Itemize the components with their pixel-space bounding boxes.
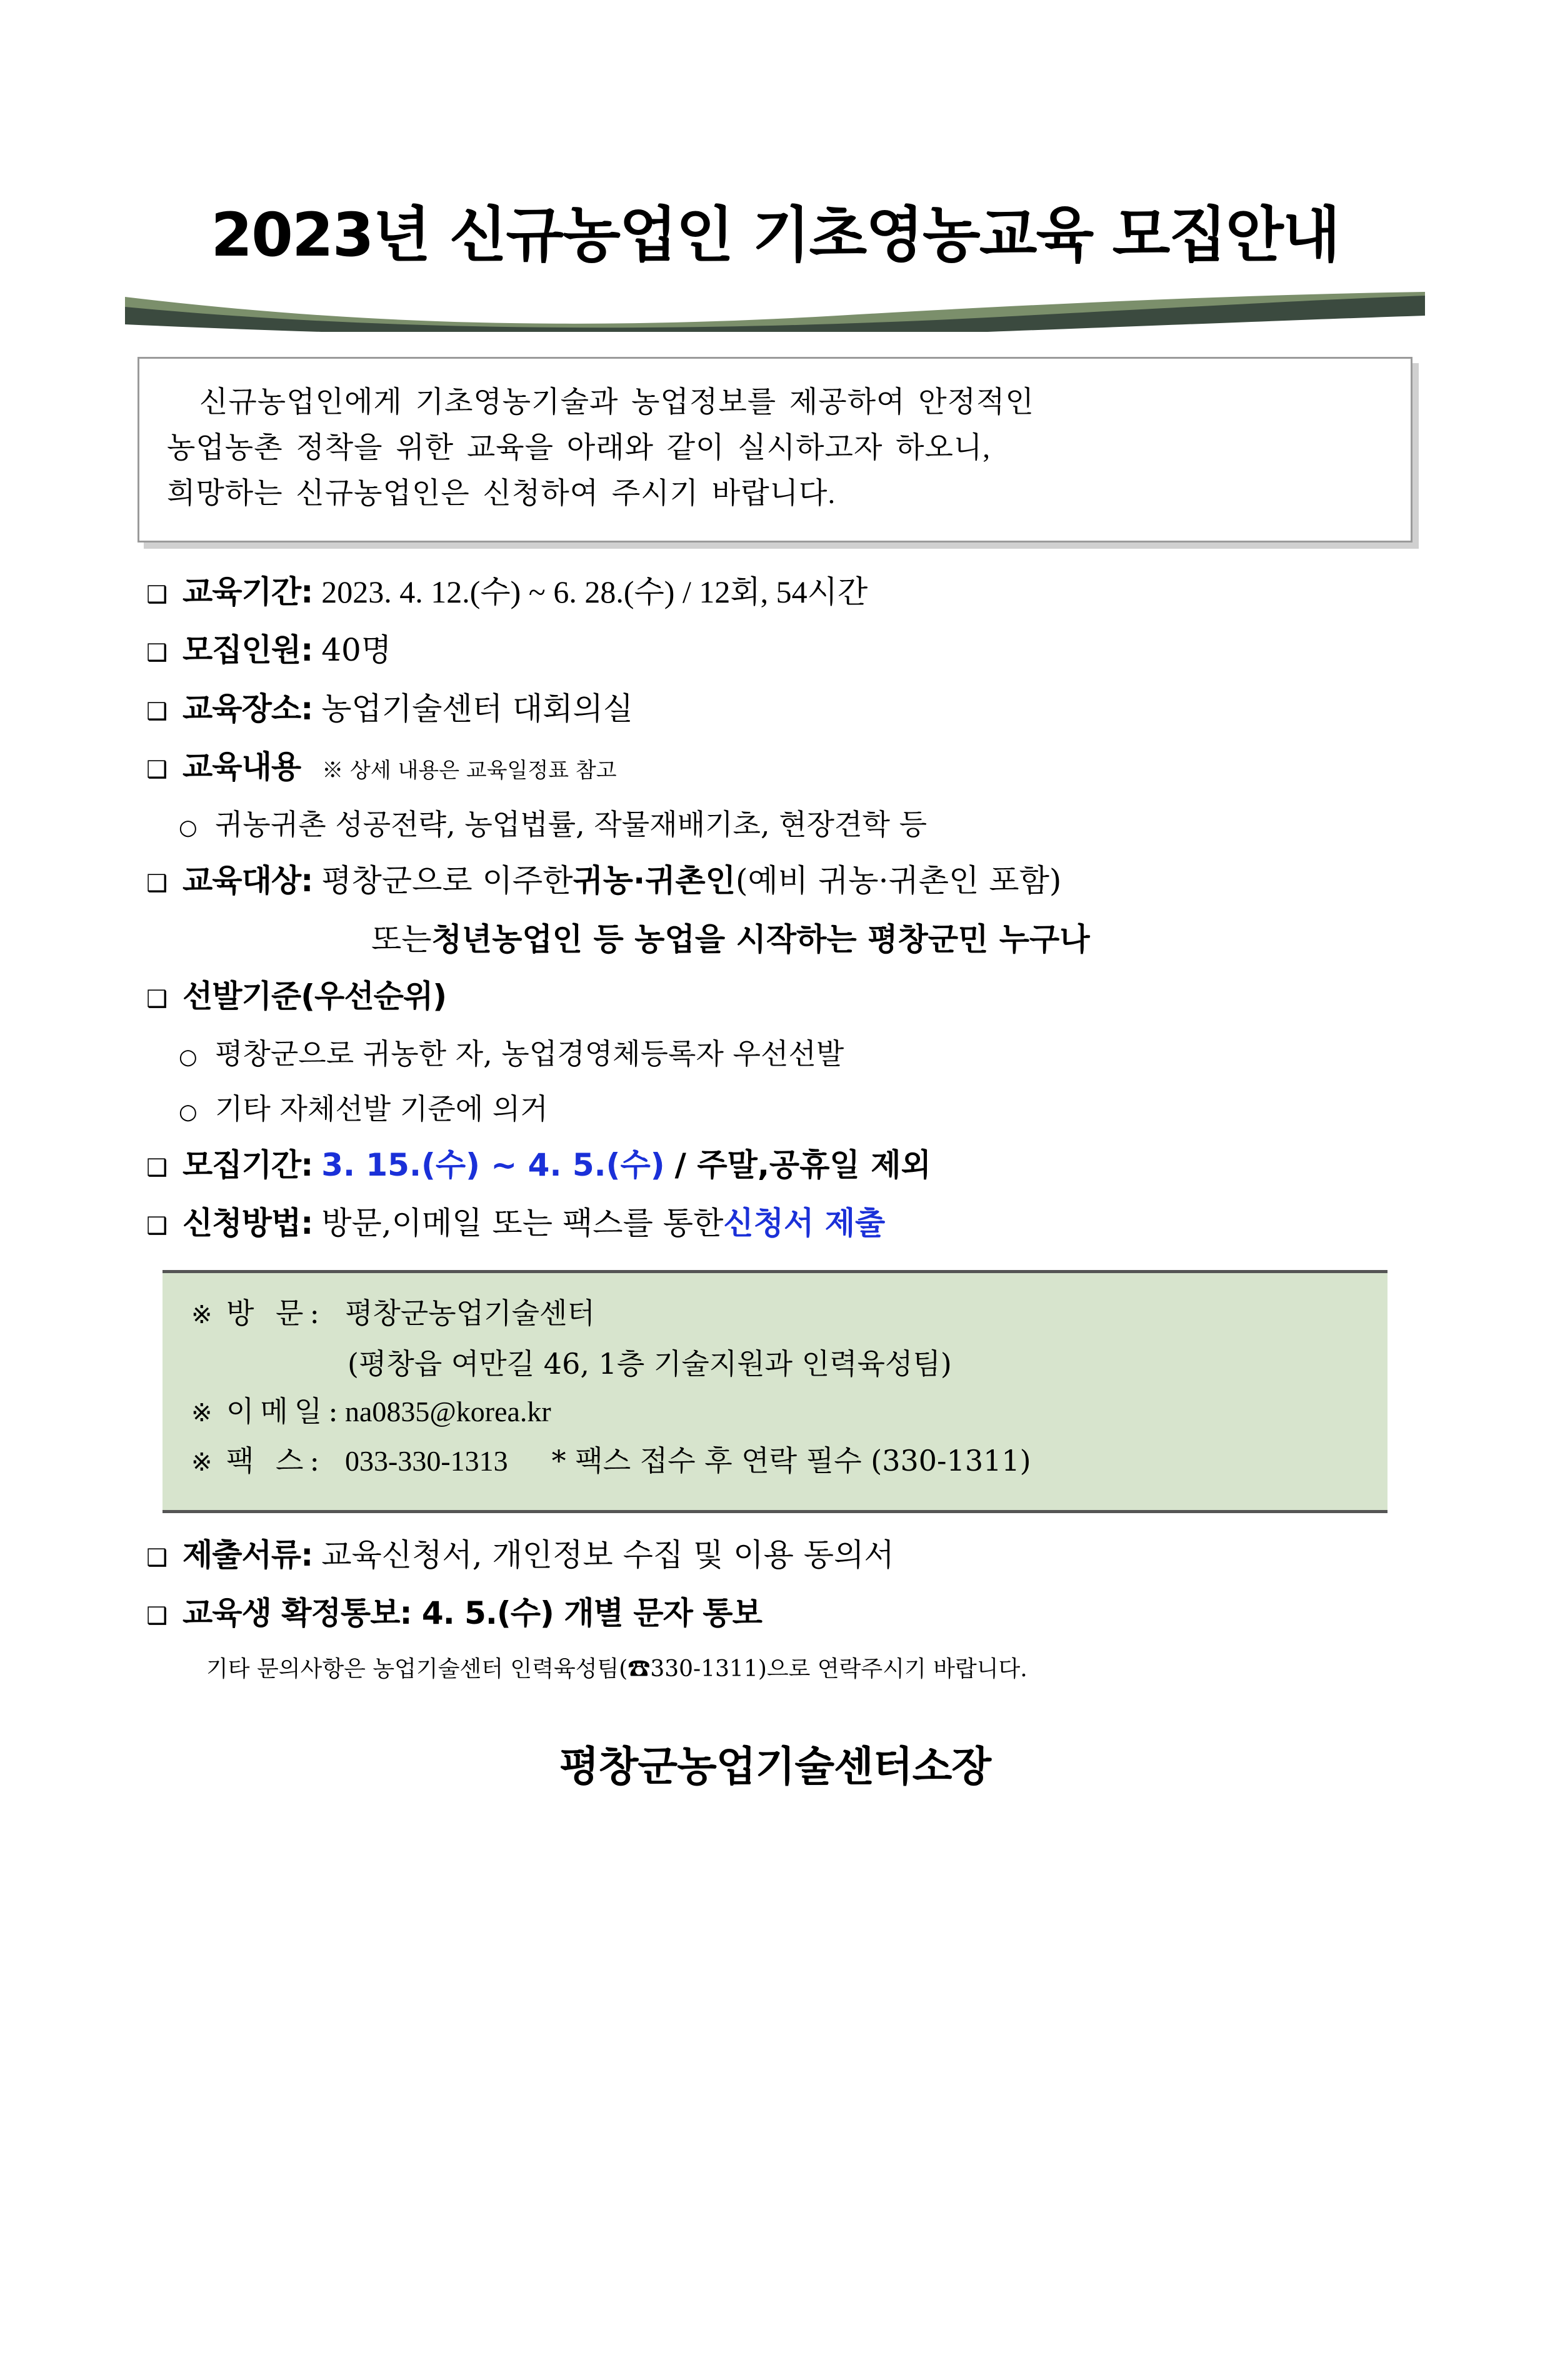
item-target bbox=[125, 860, 1425, 902]
item-notice bbox=[125, 1592, 1425, 1635]
application-method-value: 방문,이메일 또는 팩스를 통한 bbox=[321, 1205, 724, 1242]
item-content-sub bbox=[125, 805, 1425, 844]
target-line2-prefix: 또는 bbox=[371, 921, 432, 958]
intro-box bbox=[138, 357, 1412, 542]
application-period-dates: 3. 15.(수) ~ 4. 5.(수) bbox=[321, 1146, 665, 1183]
notice-label: 교육생 확정통보: 4. 5.(수) 개별 문자 통보 bbox=[182, 1595, 762, 1632]
contact-fax-value: 033-330-1313 bbox=[345, 1444, 508, 1477]
documents-label: 제출서류: bbox=[182, 1536, 313, 1573]
reference-mark-icon: ※ bbox=[191, 1300, 212, 1329]
page-title: 2023년 신규농업인 기초영농교육 모집안내 bbox=[211, 200, 1339, 270]
square-bullet-icon: ❑ bbox=[146, 1543, 168, 1571]
application-method-highlight: 신청서 제출 bbox=[723, 1205, 886, 1242]
item-list bbox=[125, 571, 1425, 1245]
footnote: 기타 문의사항은 농업기술센터 인력육성팀(☎330-1311)으로 연락주시기 바랍니다. bbox=[206, 1656, 1028, 1682]
square-bullet-icon: ❑ bbox=[146, 580, 168, 608]
item-application-period bbox=[125, 1144, 1425, 1187]
circle-bullet-icon: ○ bbox=[179, 1044, 198, 1069]
application-period-note: / 주말,공휴일 제외 bbox=[674, 1146, 931, 1183]
content-sub-value: 귀농귀촌 성공전략, 농업법률, 작물재배기초, 현장견학 등 bbox=[215, 807, 928, 841]
contact-fax-label: 팩 스: bbox=[226, 1443, 326, 1478]
intro-line-2: 농업농촌 정착을 위한 교육을 아래와 같이 실시하고자 하오니, bbox=[167, 431, 991, 464]
item-capacity bbox=[125, 629, 1425, 672]
reference-mark-icon: ※ bbox=[191, 1448, 212, 1477]
decorative-swoosh bbox=[125, 288, 1425, 332]
contact-visit bbox=[191, 1292, 1359, 1335]
place-value: 농업기술센터 대회의실 bbox=[321, 690, 634, 727]
criteria-sub-1-value: 평창군으로 귀농한 자, 농업경영체등록자 우선선발 bbox=[215, 1036, 844, 1071]
contact-visit-address: (평창읍 여만길 46, 1층 기술지원과 인력육성팀) bbox=[348, 1346, 952, 1381]
target-label: 교육대상: bbox=[182, 862, 313, 899]
intro-line-1: 신규농업인에게 기초영농기술과 농업정보를 제공하여 안정적인 bbox=[199, 386, 1034, 419]
content-note: ※ 상세 내용은 교육일정표 참고 bbox=[322, 758, 617, 784]
application-method-label: 신청방법: bbox=[182, 1205, 313, 1242]
contact-email-value[interactable]: na0835@korea.kr bbox=[345, 1395, 551, 1428]
square-bullet-icon: ❑ bbox=[146, 1153, 168, 1181]
square-bullet-icon: ❑ bbox=[146, 985, 168, 1013]
content-label: 교육내용 bbox=[182, 749, 301, 786]
education-period-label: 교육기간: bbox=[182, 573, 313, 610]
contact-visit-label: 방 문: bbox=[226, 1296, 326, 1330]
criteria-sub-2-value: 기타 자체선발 기준에 의거 bbox=[215, 1091, 548, 1126]
item-list-bottom bbox=[125, 1534, 1425, 1635]
item-criteria-sub-1 bbox=[125, 1034, 1425, 1073]
item-education-period bbox=[125, 571, 1425, 614]
item-target-line2 bbox=[125, 914, 1425, 959]
contact-email bbox=[191, 1390, 1359, 1433]
target-value-strong: 귀농·귀촌인 bbox=[572, 862, 736, 899]
poster-page bbox=[0, 188, 1550, 2380]
reference-mark-icon: ※ bbox=[191, 1398, 212, 1428]
target-line2-strong: 청년농업인 등 농업을 시작하는 평창군민 누구나 bbox=[431, 921, 1090, 958]
item-place bbox=[125, 688, 1425, 731]
target-value-suffix: (예비 귀농·귀촌인 포함) bbox=[736, 862, 1062, 899]
capacity-value: 40명 bbox=[321, 632, 392, 669]
contact-visit-value: 평창군농업기술센터 bbox=[345, 1297, 595, 1329]
education-period-value: 2023. 4. 12.(수) ~ 6. 28.(수) / 12회, 54시간 bbox=[321, 574, 868, 609]
square-bullet-icon: ❑ bbox=[146, 869, 168, 897]
target-value-prefix: 평창군으로 이주한 bbox=[321, 862, 573, 899]
square-bullet-icon: ❑ bbox=[146, 756, 168, 784]
square-bullet-icon: ❑ bbox=[146, 1212, 168, 1240]
contact-box bbox=[162, 1270, 1388, 1513]
item-criteria-sub-2 bbox=[125, 1089, 1425, 1128]
item-content bbox=[125, 746, 1425, 789]
contact-fax bbox=[191, 1439, 1359, 1482]
item-criteria bbox=[125, 976, 1425, 1018]
place-label: 교육장소: bbox=[182, 690, 313, 727]
application-period-label: 모집기간: bbox=[182, 1146, 313, 1183]
square-bullet-icon: ❑ bbox=[146, 1602, 168, 1630]
criteria-label: 선발기준(우선순위) bbox=[182, 978, 447, 1015]
square-bullet-icon: ❑ bbox=[146, 697, 168, 725]
item-documents bbox=[125, 1534, 1425, 1577]
contact-fax-note: * 팩스 접수 후 연락 필수 (330-1311) bbox=[551, 1443, 1031, 1478]
circle-bullet-icon: ○ bbox=[179, 1099, 198, 1124]
intro-line-3: 희망하는 신규농업인은 신청하여 주시기 바랍니다. bbox=[167, 477, 836, 510]
documents-value: 교육신청서, 개인정보 수집 및 이용 동의서 bbox=[321, 1536, 894, 1573]
item-application-method bbox=[125, 1202, 1425, 1245]
indent-spacer bbox=[125, 914, 362, 959]
contact-email-label: 이메일: bbox=[226, 1394, 344, 1428]
square-bullet-icon: ❑ bbox=[146, 639, 168, 667]
signature: 평창군농업기술센터소장 bbox=[559, 1742, 991, 1791]
capacity-label: 모집인원: bbox=[182, 632, 313, 669]
circle-bullet-icon: ○ bbox=[179, 814, 198, 840]
